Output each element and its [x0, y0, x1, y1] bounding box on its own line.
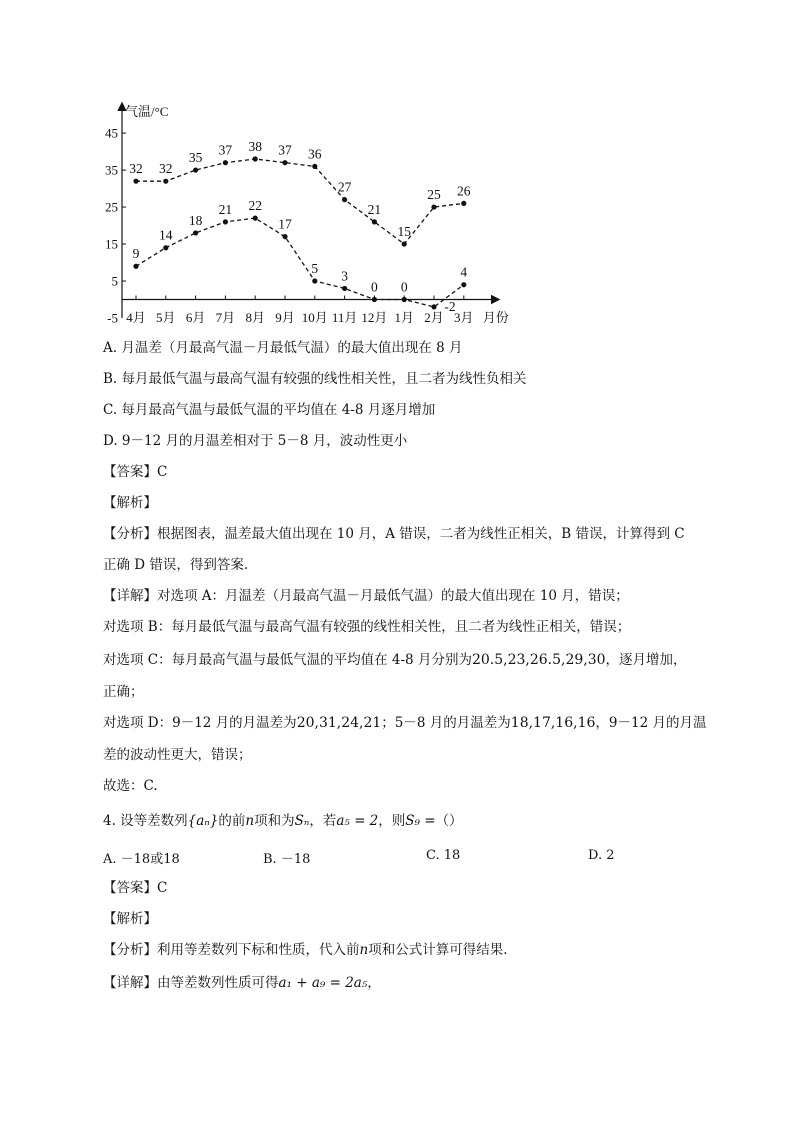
data-point [253, 216, 258, 221]
data-point [312, 278, 317, 283]
q4-stem-part-3: 项和为 [254, 813, 295, 829]
q4-stem-s: Sₙ [294, 813, 310, 829]
data-point [282, 160, 287, 165]
q3-detail-d-values-1: 20,31,24,21 [296, 715, 382, 731]
x-tick-label: 1月 [394, 310, 414, 325]
q4-option-b: B. －18 [263, 852, 311, 867]
q4-detail [103, 973, 381, 993]
q3-fenxi-line-2: 正确 D 错误，得到答案. [103, 557, 249, 573]
data-point [461, 282, 466, 287]
data-label: 17 [278, 216, 292, 232]
data-label: 21 [367, 201, 382, 217]
data-point [163, 179, 168, 184]
x-axis-label: 月份 [482, 310, 509, 325]
data-label: 26 [457, 183, 471, 199]
data-label: 32 [129, 161, 143, 177]
data-point [282, 234, 287, 239]
q4-fenxi-n: n [359, 942, 369, 958]
data-label: 22 [248, 198, 262, 214]
temperature-chart [100, 98, 520, 330]
y-tick-label: 15 [105, 236, 118, 252]
q4-stem-part-2: 的前 [218, 813, 246, 829]
data-point [223, 219, 228, 224]
q4-stem [103, 811, 463, 831]
data-label: 9 [132, 246, 140, 262]
data-label: 18 [188, 212, 203, 228]
q3-detail-d [103, 713, 706, 733]
data-label: 27 [337, 179, 352, 195]
q4-fenxi-prefix: 【分析】利用等差数列下标和性质，代入前 [103, 942, 360, 958]
q3-detail-c-prefix: 对选项 C：每月最高气温与最低气温的平均值在 4-8 月分别为 [103, 652, 472, 668]
q3-detail-c-suffix: ，逐月增加， [605, 652, 687, 668]
data-label: 21 [218, 201, 233, 217]
q3-choose: 故选：C. [103, 778, 158, 794]
data-label: -2 [444, 298, 456, 314]
x-tick-label: 5月 [156, 310, 176, 325]
y-tick-label: 45 [105, 125, 118, 141]
q3-detail-d-suffix: ，9－12 月的月温 [595, 715, 707, 731]
data-label: 4 [460, 264, 468, 280]
q3-detail-d-middle: ；5－8 月的月温差为 [381, 715, 511, 731]
q4-answer: 【答案】C [103, 880, 168, 896]
y-axis-label: 气温/°C [125, 104, 169, 119]
y-tick-label: 35 [105, 162, 118, 178]
data-label: 15 [397, 224, 411, 240]
q3-detail-a: 【详解】对选项 A：月温差（月最高气温－月最低气温）的最大值出现在 10 月，错误； [103, 588, 629, 604]
q4-stem-n: n [245, 813, 255, 829]
data-label: 36 [308, 146, 322, 162]
q4-stem-part-4: ，若 [309, 813, 337, 829]
option-b: B. 每月最低气温与最高气温有较强的线性相关性，且二者为线性负相关 [103, 371, 527, 387]
data-point [372, 297, 377, 302]
x-tick-label: 4月 [126, 310, 146, 325]
q4-detail-prefix: 【详解】由等差数列性质可得 [103, 975, 279, 991]
q3-detail-d-line-2: 差的波动性更大，错误； [103, 747, 252, 763]
data-point [372, 219, 377, 224]
x-tick-label: 7月 [215, 310, 236, 325]
x-tick-label: 9月 [275, 310, 295, 325]
q4-stem-ask: S₉ = [405, 813, 436, 829]
data-label: 5 [311, 261, 319, 277]
data-point [133, 179, 138, 184]
data-point [342, 286, 347, 291]
q4-stem-part-6: （） [435, 813, 463, 829]
y-tick-label: 5 [111, 273, 118, 289]
data-label: 32 [159, 161, 173, 177]
q4-option-a: A. －18或18 [103, 852, 180, 867]
data-label: 0 [400, 279, 408, 295]
chart-marks [129, 139, 471, 314]
x-tick-label: 10月 [301, 310, 328, 325]
y-tick-label: 25 [105, 199, 118, 215]
data-point [402, 241, 407, 246]
data-point [223, 160, 228, 165]
q3-detail-d-values-2: 18,17,16,16 [510, 715, 596, 731]
data-label: 37 [278, 142, 292, 158]
data-point [163, 245, 168, 250]
data-point [461, 201, 466, 206]
q3-analysis-heading: 【解析】 [103, 495, 157, 511]
chart-svg [100, 98, 520, 330]
x-tick-label: 6月 [185, 310, 206, 325]
x-tick-label: 2月 [424, 310, 444, 325]
q3-detail-c-line-2: 正确； [103, 684, 144, 700]
q4-fenxi [103, 940, 508, 960]
data-label: 37 [218, 142, 233, 158]
q4-detail-suffix: ， [367, 975, 381, 991]
data-point [342, 197, 347, 202]
chart-axes [105, 104, 509, 326]
q3-detail-b: 对选项 B：每月最低气温与最高气温有较强的线性相关性，且二者为线性正相关，错误； [103, 619, 631, 635]
data-label: 38 [248, 138, 262, 154]
data-label: 0 [371, 279, 378, 295]
q4-stem-set: {aₙ} [187, 813, 219, 829]
q4-detail-equation: a₁ + a₉ = 2a₅ [278, 975, 368, 991]
q3-fenxi-line-1: 【分析】根据图表，温差最大值出现在 10 月，A 错误，二者为线性正相关，B 错误，计算得到 C [103, 526, 685, 542]
data-point [312, 164, 317, 169]
q4-stem-part-5: ，则 [378, 813, 406, 829]
q4-stem-condition: a₅ = 2 [336, 813, 379, 829]
q4-stem-part-1: 4. 设等差数列 [103, 813, 188, 829]
series-line-high [136, 159, 464, 244]
q4-analysis-heading: 【解析】 [103, 911, 157, 927]
data-point [193, 167, 198, 172]
data-point [431, 304, 436, 309]
data-label: 14 [159, 227, 173, 243]
x-tick-label: 8月 [245, 310, 265, 325]
data-label: 35 [188, 150, 203, 166]
data-point [133, 264, 138, 269]
q3-answer: 【答案】C [103, 464, 168, 480]
chart-series [136, 159, 464, 307]
data-point [193, 230, 198, 235]
data-point [402, 297, 407, 302]
x-tick-label: 11月 [331, 310, 358, 325]
q3-detail-d-prefix: 对选项 D：9－12 月的月温差为 [103, 715, 297, 731]
option-c: C. 每月最高气温与最低气温的平均值在 4-8 月逐月增加 [103, 402, 436, 418]
option-d: D. 9－12 月的月温差相对于 5－8 月，波动性更小 [103, 433, 408, 449]
data-label: 3 [341, 268, 348, 284]
q3-detail-c-values: 20.5,23,26.5,29,30 [471, 652, 606, 668]
data-point [253, 156, 258, 161]
data-point [431, 204, 436, 209]
q4-option-d: D. 2 [588, 848, 615, 863]
option-a: A. 月温差（月最高气温－月最低气温）的最大值出现在 8 月 [103, 340, 463, 356]
x-tick-label: 12月 [361, 310, 388, 325]
x-tick-label: 3月 [454, 310, 474, 325]
q3-detail-c [103, 650, 687, 670]
data-label: 25 [427, 187, 441, 203]
q4-fenxi-suffix: 项和公式计算可得结果. [368, 942, 508, 958]
y-tick-label: -5 [107, 310, 118, 326]
q4-option-c: C. 18 [426, 848, 461, 863]
